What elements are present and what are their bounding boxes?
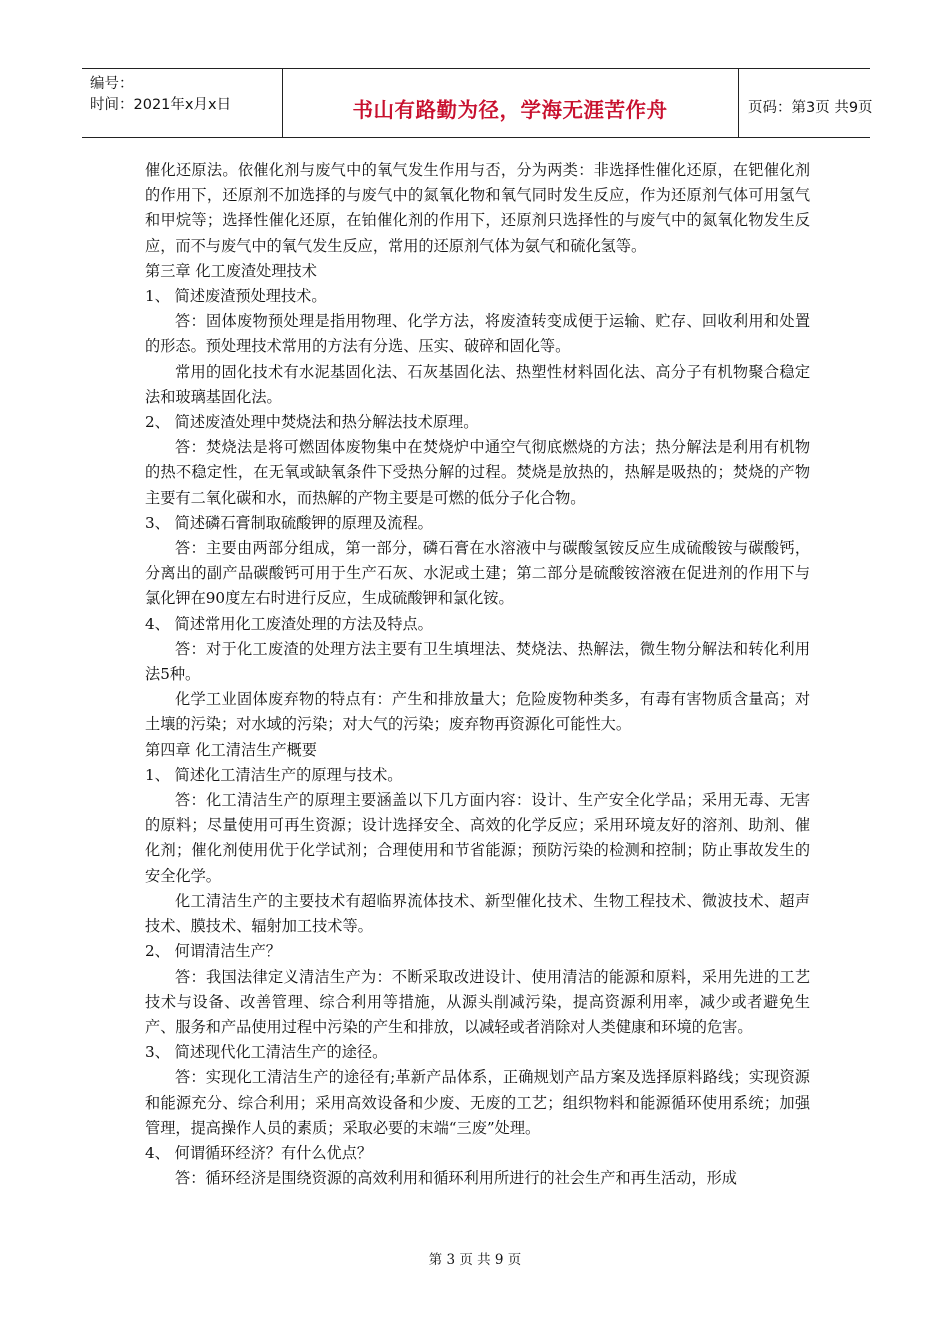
question-item: 1、 简述废渣预处理技术。 xyxy=(145,287,327,306)
question-item: 1、 简述化工清洁生产的原理与技术。 xyxy=(145,765,403,784)
answer-paragraph: 答：对于化工废渣的处理方法主要有卫生填埋法、焚烧法、热解法，微生物分解法和转化利用法5种。 xyxy=(145,639,810,684)
chapter-heading: 第三章 化工废渣处理技术 xyxy=(145,261,317,280)
question-item: 3、 简述磷石膏制取硫酸钾的原理及流程。 xyxy=(145,513,433,532)
doc-number-label: 编号： xyxy=(90,76,134,92)
answer-paragraph: 常用的固化技术有水泥基固化法、石灰基固化法、热塑性材料固化法、高分子有机物聚合稳定法和玻璃基固化法。 xyxy=(145,362,810,406)
answer-paragraph: 答：焚烧法是将可燃固体废物集中在焚烧炉中通空气彻底燃烧的方法；热分解法是利用有机物的热不稳定性，在无氧或缺氧条件下受热分解的过程。焚烧是放热的，热解是吸热的；焚烧的产物主要有二氧化碳和水，而热解的产物主要是可燃的低分子化合物。 xyxy=(145,438,810,507)
answer-paragraph: 答：主要由两部分组成，第一部分，磷石膏在水溶液中与碳酸氢铵反应生成硫酸铵与碳酸钙，分离出的副产品碳酸钙可用于生产石灰、水泥或土建；第二部分是硫酸铵溶液在促进剂的作用下与氯化钾在90度左右时进行反应，生成硫酸钾和氯化铵。 xyxy=(145,539,810,608)
page-header xyxy=(82,68,873,138)
question-item: 2、 简述废渣处理中焚烧法和热分解法技术原理。 xyxy=(145,413,479,432)
answer-paragraph: 化学工业固体废弃物的特点有：产生和排放量大；危险废物种类多，有毒有害物质含量高；对土壤的污染；对水域的污染；对大气的污染；废弃物再资源化可能性大。 xyxy=(145,690,810,734)
answer-paragraph: 答：固体废物预处理是指用物理、化学方法，将废渣转变成便于运输、贮存、回收利用和处置的形态。预处理技术常用的方法有分选、压实、破碎和固化等。 xyxy=(145,312,810,356)
answer-paragraph: 答：我国法律定义清洁生产为：不断采取改进设计、使用清洁的能源和原料，采用先进的工艺技术与设备、改善管理、综合利用等措施，从源头削减污染，提高资源利用率，减少或者避免生产、服务和产品使用过程中污染的产生和排放，以减轻或者消除对人类健康和环境的危害。 xyxy=(145,967,810,1036)
header-page-cell xyxy=(738,69,873,137)
answer-paragraph: 答：化工清洁生产的原理主要涵盖以下几方面内容：设计、生产安全化学品；采用无毒、无害的原料；尽量使用可再生资源；设计选择安全、高效的化学反应；采用环境友好的溶剂、助剂、催化剂；催化剂使用优于化学试剂；合理使用和节省能源；预防污染的检测和控制；防止事故发生的安全化学。 xyxy=(145,791,810,885)
question-item: 4、 何谓循环经济？有什么优点？ xyxy=(145,1143,373,1162)
doc-date-label: 时间：2021年x月x日 xyxy=(90,97,232,113)
question-item: 2、 何谓清洁生产？ xyxy=(145,942,281,961)
header-motto-cell xyxy=(282,69,739,137)
answer-paragraph: 化工清洁生产的主要技术有超临界流体技术、新型催化技术、生物工程技术、微波技术、超声技术、膜技术、辐射加工技术等。 xyxy=(145,891,810,936)
answer-paragraph: 答：实现化工清洁生产的途径有;革新产品体系，正确规划产品方案及选择原料路线；实现资源和能源充分、综合利用；采用高效设备和少废、无废的工艺；组织物料和能源循环使用系统；加强管理，提高操作人员的素质；采取必要的末端“三废”处理。 xyxy=(145,1068,810,1137)
chapter-heading: 第四章 化工清洁生产概要 xyxy=(145,740,317,759)
answer-paragraph: 答：循环经济是围绕资源的高效利用和循环利用所进行的社会生产和再生活动，形成 xyxy=(175,1169,737,1188)
question-item: 3、 简述现代化工清洁生产的途径。 xyxy=(145,1043,388,1062)
document-body xyxy=(145,158,810,1191)
header-page-label: 页码：第3页 共9页 xyxy=(748,100,873,116)
question-item: 4、 简述常用化工废渣处理的方法及特点。 xyxy=(145,614,433,633)
page-footer: 第 3 页 共 9 页 xyxy=(428,1252,522,1268)
header-meta xyxy=(82,69,283,137)
body-paragraph: 催化还原法。依催化剂与废气中的氧气发生作用与否，分为两类：非选择性催化还原，在钯催化剂的作用下，还原剂不加选择的与废气中的氮氧化物和氧气同时发生反应，作为还原剂气体可用氢气和甲烷等；选择性催化还原，在铂催化剂的作用下，还原剂只选择性的与废气中的氮氧化物发生反应，而不与废气中的氧气发生反应，常用的还原剂气体为氨气和硫化氢等。 xyxy=(145,161,810,255)
header-motto: 书山有路勤为径，学海无涯苦作舟 xyxy=(352,98,668,122)
